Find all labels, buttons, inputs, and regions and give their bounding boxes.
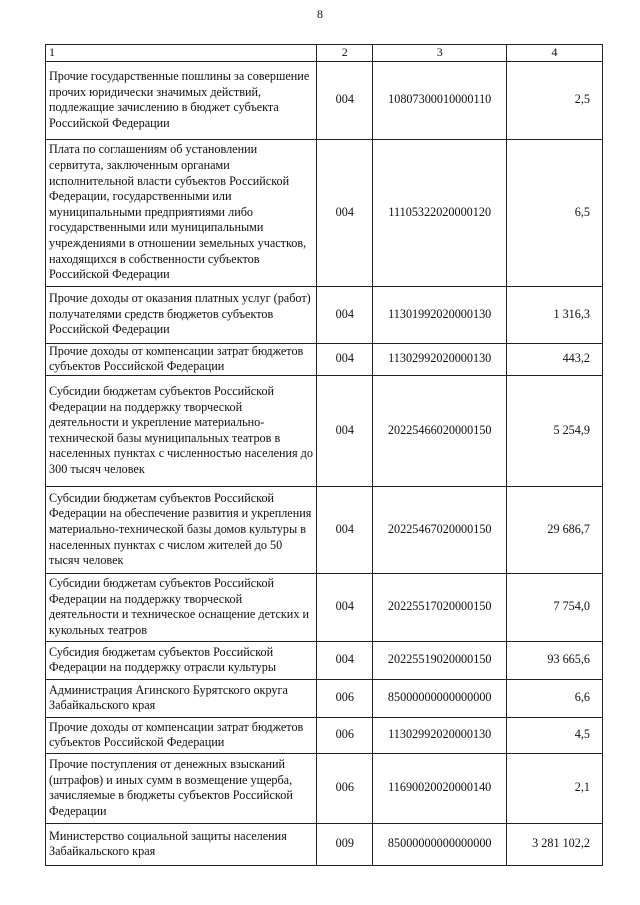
row-admin-code: 004 (317, 343, 373, 375)
row-admin-code: 004 (317, 375, 373, 486)
row-budget-code: 20225467020000150 (373, 486, 507, 573)
row-name: Прочие доходы от оказания платных услуг (работ) получателями средств бюджетов субъектов Российской Федерации (46, 286, 317, 343)
row-budget-code: 11105322020000120 (373, 139, 507, 286)
row-name: Субсидия бюджетам субъектов Российской Федерации на поддержку отрасли культуры (46, 641, 317, 679)
row-amount: 443,2 (507, 343, 603, 375)
table-row (46, 343, 603, 375)
row-name: Субсидии бюджетам субъектов Российской Федерации на обеспечение развития и укрепления материально-технической базы домов культуры в населенных пунктах с числом жителей до 50 тысяч человек (46, 486, 317, 573)
row-amount: 6,6 (507, 679, 603, 717)
table-row (46, 573, 603, 641)
row-name: Прочие поступления от денежных взысканий (штрафов) и иных сумм в возмещение ущерба, зачисляемые в бюджеты субъектов Российской Федерации (46, 753, 317, 823)
row-amount: 1 316,3 (507, 286, 603, 343)
header-col-4: 4 (507, 45, 603, 62)
row-name: Субсидии бюджетам субъектов Российской Федерации на поддержку творческой деятельности и укрепление материально-технической базы муниципальных театров в населенных пунктах с численностью населения до 300 тысяч человек (46, 375, 317, 486)
row-admin-code: 004 (317, 573, 373, 641)
page-number: 8 (317, 7, 323, 21)
row-admin-code: 004 (317, 486, 373, 573)
table-row (46, 753, 603, 823)
row-name: Прочие государственные пошлины за совершение прочих юридически значимых действий, подлежащие зачислению в бюджет субъекта Российской Федерации (46, 61, 317, 139)
row-budget-code: 20225517020000150 (373, 573, 507, 641)
row-amount: 3 281 102,2 (507, 823, 603, 865)
row-budget-code: 10807300010000110 (373, 61, 507, 139)
table-row (46, 139, 603, 286)
row-admin-code: 004 (317, 61, 373, 139)
row-budget-code: 11690020020000140 (373, 753, 507, 823)
header-col-1: 1 (46, 45, 317, 62)
table-row (46, 486, 603, 573)
row-admin-code: 004 (317, 139, 373, 286)
revenue-table (45, 44, 603, 866)
row-amount: 6,5 (507, 139, 603, 286)
table-row-section (46, 679, 603, 717)
row-budget-code: 11302992020000130 (373, 343, 507, 375)
row-name: Прочие доходы от компенсации затрат бюджетов субъектов Российской Федерации (46, 717, 317, 753)
table-row (46, 286, 603, 343)
row-amount: 29 686,7 (507, 486, 603, 573)
row-admin-code: 006 (317, 679, 373, 717)
row-name: Министерство социальной защиты населения Забайкальского края (46, 823, 317, 865)
row-budget-code: 85000000000000000 (373, 823, 507, 865)
table-row (46, 375, 603, 486)
row-name: Плата по соглашениям об установлении сервитута, заключенным органами исполнительной власти субъектов Российской Федерации, государственными или муниципальными предприятиями либо государственными или муниципальными учреждениями в отношении земельных участков, находящихся в собственности субъектов Российской Федерации (46, 139, 317, 286)
row-admin-code: 004 (317, 286, 373, 343)
row-amount: 5 254,9 (507, 375, 603, 486)
header-col-2: 2 (317, 45, 373, 62)
table-row (46, 717, 603, 753)
table-row (46, 641, 603, 679)
row-budget-code: 20225519020000150 (373, 641, 507, 679)
row-amount: 4,5 (507, 717, 603, 753)
table-row-section (46, 823, 603, 865)
row-budget-code: 11301992020000130 (373, 286, 507, 343)
row-amount: 2,1 (507, 753, 603, 823)
table-row (46, 61, 603, 139)
row-name: Прочие доходы от компенсации затрат бюджетов субъектов Российской Федерации (46, 343, 317, 375)
row-amount: 2,5 (507, 61, 603, 139)
row-admin-code: 006 (317, 753, 373, 823)
row-admin-code: 006 (317, 717, 373, 753)
header-col-3: 3 (373, 45, 507, 62)
table-header-row (46, 45, 603, 62)
row-budget-code: 20225466020000150 (373, 375, 507, 486)
row-name: Субсидии бюджетам субъектов Российской Федерации на поддержку творческой деятельности и техническое оснащение детских и кукольных театров (46, 573, 317, 641)
row-admin-code: 009 (317, 823, 373, 865)
row-amount: 7 754,0 (507, 573, 603, 641)
row-budget-code: 11302992020000130 (373, 717, 507, 753)
row-name: Администрация Агинского Бурятского округа Забайкальского края (46, 679, 317, 717)
row-budget-code: 85000000000000000 (373, 679, 507, 717)
row-amount: 93 665,6 (507, 641, 603, 679)
row-admin-code: 004 (317, 641, 373, 679)
